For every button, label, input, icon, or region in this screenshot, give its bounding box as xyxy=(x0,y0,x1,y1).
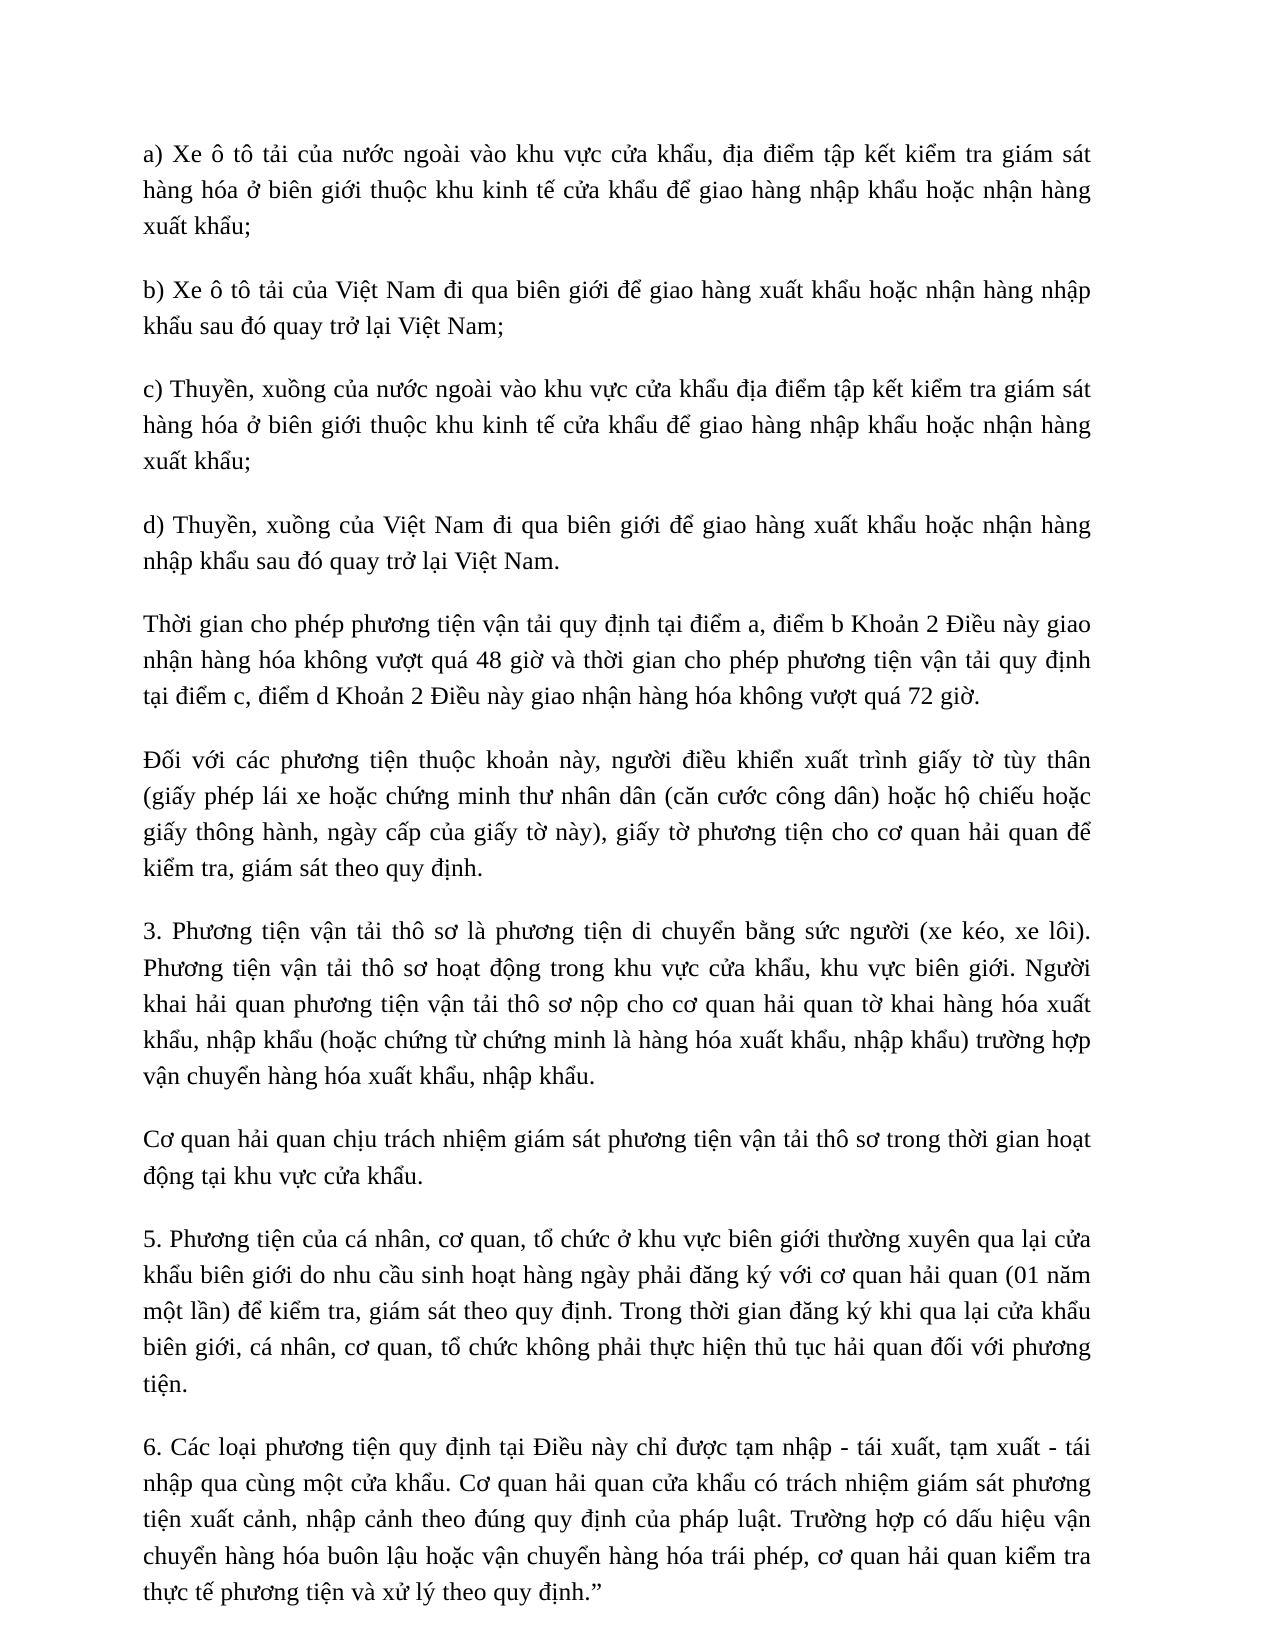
paragraph-clause-5: 5. Phương tiện của cá nhân, cơ quan, tổ chức ở khu vực biên giới thường xuyên qua lại cửa khẩu biên giới do nhu cầu sinh hoạt hàng ngày phải đăng ký với cơ quan hải quan (01 năm một lần) để kiểm tra, giám sát theo quy định. Trong thời gian đăng ký khi qua lại cửa khẩu biên giới, cá nhân, cơ quan, tổ chức không phải thực hiện thủ tục hải quan đối với phương tiện. xyxy=(143,1223,1091,1398)
paragraph-clause-3: 3. Phương tiện vận tải thô sơ là phương tiện di chuyển bằng sức người (xe kéo, xe lôi). Phương tiện vận tải thô sơ hoạt động trong khu vực cửa khẩu, khu vực biên giới. Người khai hải quan phương tiện vận tải thô sơ nộp cho cơ quan hải quan tờ khai hàng hóa xuất khẩu, nhập khẩu (hoặc chứng từ chứng minh là hàng hóa xuất khẩu, nhập khẩu) trường hợp vận chuyển hàng hóa xuất khẩu, nhập khẩu. xyxy=(143,916,1091,1091)
paragraph-clause-6: 6. Các loại phương tiện quy định tại Điều này chỉ được tạm nhập - tái xuất, tạm xuất - tái nhập qua cùng một cửa khẩu. Cơ quan hải quan cửa khẩu có trách nhiệm giám sát phương tiện xuất cảnh, nhập cảnh theo đúng quy định của pháp luật. Trường hợp có dấu hiệu vận chuyển hàng hóa buôn lậu hoặc vận chuyển hàng hóa trái phép, cơ quan hải quan kiểm tra thực tế phương tiện và xử lý theo quy định.” xyxy=(143,1431,1091,1606)
paragraph-documents-required: Đối với các phương tiện thuộc khoản này, người điều khiển xuất trình giấy tờ tùy thân (giấy phép lái xe hoặc chứng minh thư nhân dân (căn cước công dân) hoặc hộ chiếu hoặc giấy thông hành, ngày cấp của giấy tờ này), giấy tờ phương tiện cho cơ quan hải quan để kiểm tra, giám sát theo quy định. xyxy=(143,744,1091,883)
paragraph-clause-2b: b) Xe ô tô tải của Việt Nam đi qua biên giới để giao hàng xuất khẩu hoặc nhận hàng nhập khẩu sau đó quay trở lại Việt Nam; xyxy=(143,274,1091,340)
paragraph-time-limit: Thời gian cho phép phương tiện vận tải quy định tại điểm a, điểm b Khoản 2 Điều này giao nhận hàng hóa không vượt quá 48 giờ và thời gian cho phép phương tiện vận tải quy định tại điểm c, điểm d Khoản 2 Điều này giao nhận hàng hóa không vượt quá 72 giờ. xyxy=(143,609,1091,711)
document-body xyxy=(143,136,1091,1610)
paragraph-clause-2d: d) Thuyền, xuồng của Việt Nam đi qua biên giới để giao hàng xuất khẩu hoặc nhận hàng nhập khẩu sau đó quay trở lại Việt Nam. xyxy=(143,509,1091,575)
paragraph-clause-2a: a) Xe ô tô tải của nước ngoài vào khu vực cửa khẩu, địa điểm tập kết kiểm tra giám sát hàng hóa ở biên giới thuộc khu kinh tế cửa khẩu để giao hàng nhập khẩu hoặc nhận hàng xuất khẩu; xyxy=(143,139,1091,241)
paragraph-customs-supervision: Cơ quan hải quan chịu trách nhiệm giám sát phương tiện vận tải thô sơ trong thời gian hoạt động tại khu vực cửa khẩu. xyxy=(143,1124,1091,1190)
paragraph-clause-2c: c) Thuyền, xuồng của nước ngoài vào khu vực cửa khẩu địa điểm tập kết kiểm tra giám sát hàng hóa ở biên giới thuộc khu kinh tế cửa khẩu để giao hàng nhập khẩu hoặc nhận hàng xuất khẩu; xyxy=(143,374,1091,476)
